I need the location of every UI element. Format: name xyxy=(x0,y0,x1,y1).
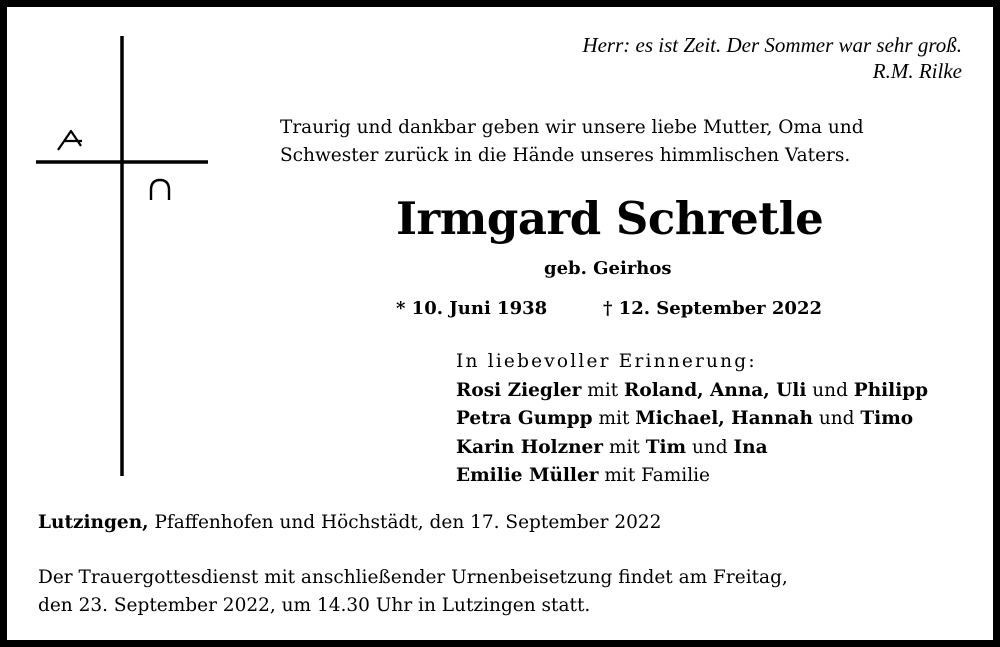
mourners-list xyxy=(456,348,928,491)
omega-symbol-icon xyxy=(151,180,169,200)
mourner-connector: mit xyxy=(581,379,625,401)
mourners-heading: In liebevoller Erinnerung: xyxy=(456,351,757,372)
mourner-connector: mit xyxy=(603,436,646,458)
cross-icon xyxy=(36,34,211,480)
maiden-name: geb. Geirhos xyxy=(544,258,672,279)
alpha-symbol-icon xyxy=(58,131,82,150)
mourner-and: und xyxy=(812,408,861,429)
intro-line-1: Traurig und dankbar geben wir unsere liebe Mutter, Oma und xyxy=(280,117,864,138)
mourner-and: und xyxy=(686,436,734,458)
service-line-1: Der Trauergottesdienst mit anschließender Urnenbeisetzung findet am Freitag, xyxy=(38,567,788,588)
mourner-and: und xyxy=(806,379,854,401)
place-town: Lutzingen, xyxy=(38,512,149,533)
quote-author: R.M. Rilke xyxy=(872,59,962,83)
place-and-date xyxy=(38,512,661,533)
mourner-names: Michael, Hannah xyxy=(635,408,813,429)
mourner-names: Roland, Anna, Uli xyxy=(624,379,807,401)
mourner-primary: Petra Gumpp xyxy=(456,408,593,429)
intro-text xyxy=(280,114,970,170)
rilke-quote xyxy=(582,32,962,84)
deceased-name: Irmgard Schretle xyxy=(396,192,824,245)
birth-date: * 10. Juni 1938 xyxy=(396,298,548,319)
intro-line-2: Schwester zurück in die Hände unseres himmlischen Vaters. xyxy=(280,145,851,166)
funeral-service-info xyxy=(38,564,788,620)
place-rest: Pfaffenhofen und Höchstädt, den 17. September 2022 xyxy=(148,512,662,533)
mourner-row xyxy=(456,377,928,406)
quote-text: Herr: es ist Zeit. Der Sommer war sehr groß. xyxy=(582,33,962,57)
mourner-last: Philipp xyxy=(853,379,929,401)
mourner-row xyxy=(456,462,928,491)
mourner-names: Tim xyxy=(645,436,687,458)
mourner-row xyxy=(456,434,928,463)
mourner-connector: mit Familie xyxy=(598,465,710,486)
death-date: † 12. September 2022 xyxy=(603,298,822,319)
mourner-last: Timo xyxy=(860,408,914,429)
mourner-primary: Emilie Müller xyxy=(456,465,599,486)
mourner-row xyxy=(456,405,928,434)
mourner-connector: mit xyxy=(592,408,636,429)
mourner-last: Ina xyxy=(733,436,768,458)
mourner-primary: Rosi Ziegler xyxy=(456,379,582,401)
service-line-2: den 23. September 2022, um 14.30 Uhr in Lutzingen statt. xyxy=(38,595,591,616)
mourner-primary: Karin Holzner xyxy=(456,436,604,458)
